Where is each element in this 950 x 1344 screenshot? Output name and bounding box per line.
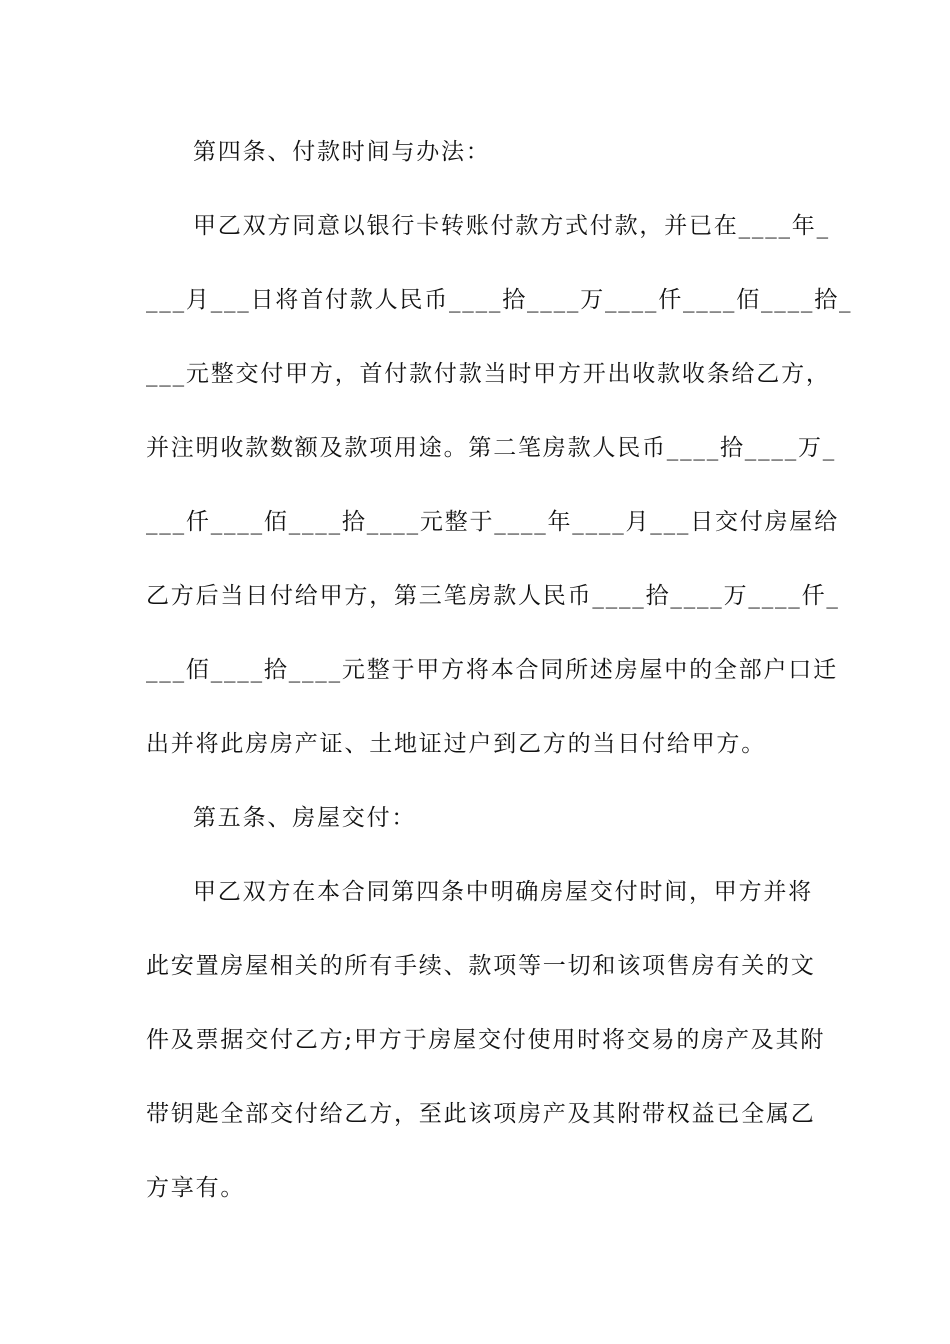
article-4-line-7: ___佰____拾____元整于甲方将本合同所述房屋中的全部户口迁 [146, 657, 838, 683]
article-4-line-5: ___仟____佰____拾____元整于____年____月___日交付房屋给 [146, 509, 839, 535]
article-4-line-8: 出并将此房房产证、土地证过户到乙方的当日付给甲方。 [146, 731, 766, 757]
article-4-line-1: 甲乙双方同意以银行卡转账付款方式付款，并已在____年_ [193, 213, 830, 239]
article-5-heading: 第五条、房屋交付： [193, 805, 417, 831]
article-4-line-2: ___月___日将首付款人民币____拾____万____仟____佰____拾_ [146, 287, 853, 313]
article-5-line-2: 此安置房屋相关的所有手续、款项等一切和该项售房有关的文 [146, 953, 816, 979]
article-4-line-6: 乙方后当日付给甲方，第三笔房款人民币____拾____万____仟_ [146, 583, 840, 609]
article-4-line-3: ___元整交付甲方，首付款付款当时甲方开出收款收条给乙方， [146, 361, 831, 387]
article-4-heading: 第四条、付款时间与办法： [193, 139, 491, 165]
article-5-line-5: 方享有。 [146, 1175, 246, 1201]
article-5-line-4: 带钥匙全部交付给乙方，至此该项房产及其附带权益已全属乙 [146, 1101, 816, 1127]
article-5-line-1: 甲乙双方在本合同第四条中明确房屋交付时间，甲方并将 [193, 879, 813, 905]
article-5-line-3: 件及票据交付乙方;甲方于房屋交付使用时将交易的房产及其附 [146, 1027, 826, 1053]
article-4-line-4: 并注明收款数额及款项用途。第二笔房款人民币____拾____万_ [146, 435, 837, 461]
